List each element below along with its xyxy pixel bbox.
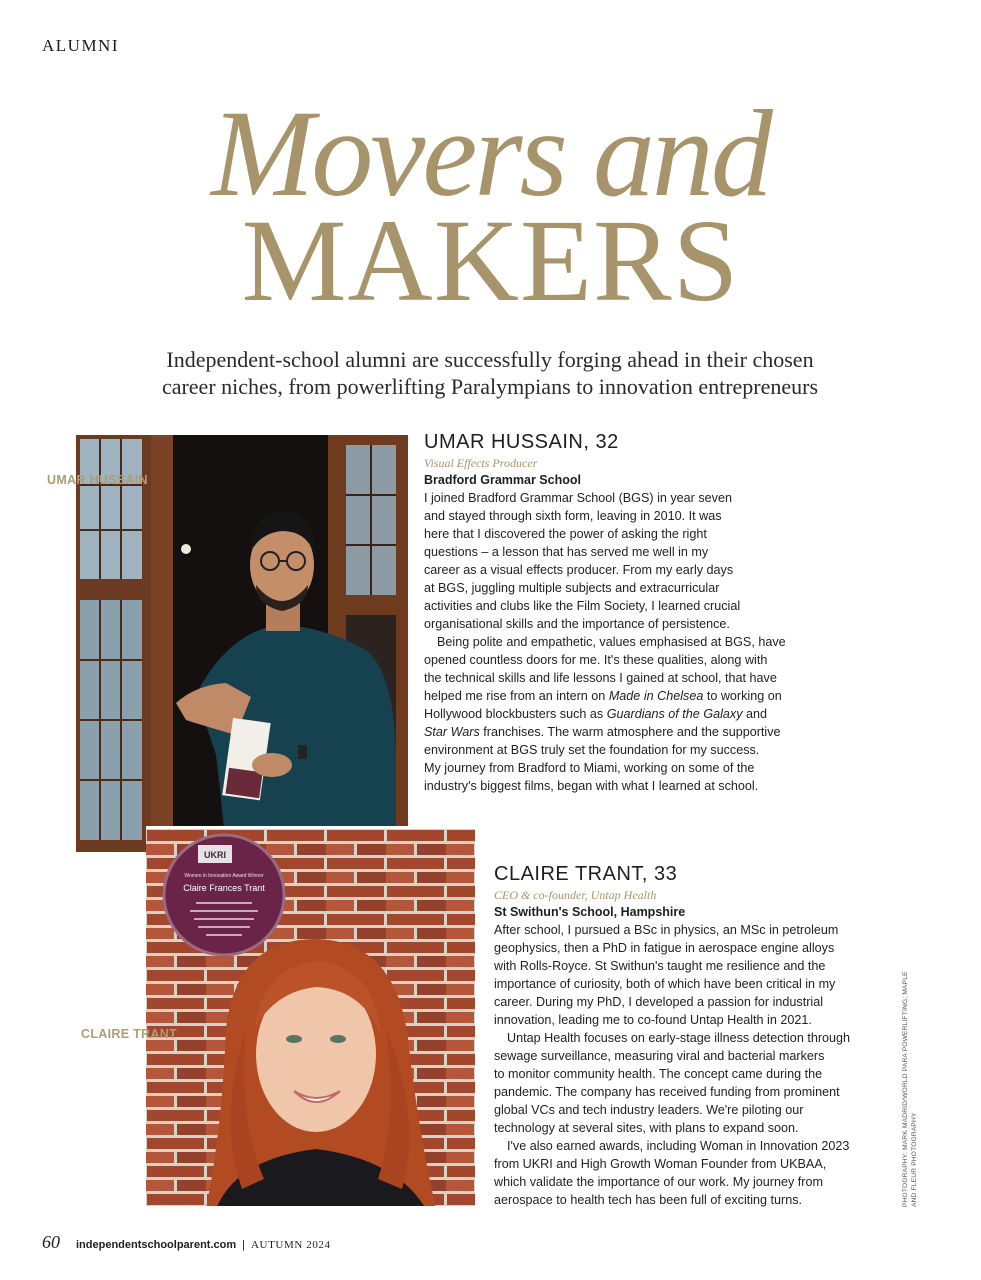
photo-credit — [902, 947, 919, 1207]
body-line: aerospace to health tech has been full of exciting turns. — [494, 1193, 803, 1207]
body-line: the technical skills and life lessons I gained at school, that have — [424, 671, 777, 685]
section-label: ALUMNI — [42, 36, 119, 55]
plaque-award-line: Women in Innovation Award Winner — [184, 873, 264, 879]
plaque-logo: UKRI — [204, 850, 226, 860]
profile-body — [494, 921, 894, 1209]
body-line: After school, I pursued a BSc in physics, an MSc in petroleum — [494, 923, 839, 937]
body-line: career. During my PhD, I developed a passion for industrial — [494, 995, 824, 1009]
footer-site: independentschoolparent.com — [76, 1239, 237, 1251]
headline-makers: MAKERS — [241, 195, 740, 326]
footer-issue: AUTUMN 2024 — [251, 1239, 331, 1251]
body-text: I've also earned awards, including Woman in Innovation 2023 — [507, 1139, 850, 1153]
profile-school: St Swithun's School, Hampshire — [494, 905, 686, 919]
body-text: to working on — [703, 689, 782, 703]
profile-name: CLAIRE TRANT, 33 — [494, 863, 678, 885]
profile-role: Visual Effects Producer — [424, 456, 538, 470]
credit-line: PHOTOGRAPHY: MARK MADRID/WORLD PARA POWERLIFTING; MAPLE — [902, 971, 909, 1207]
profile-school: Bradford Grammar School — [424, 473, 581, 487]
body-line: career as a visual effects producer. From my early days — [424, 563, 734, 577]
page-number: 60 — [42, 1232, 60, 1252]
profile-role: CEO & co-founder, Untap Health — [494, 888, 657, 902]
credit-line: AND FLEUR PHOTOGRAPHY — [910, 1112, 918, 1207]
body-line: My journey from Bradford to Miami, working on some of the — [424, 761, 755, 775]
caption-umar-hussain: UMAR HUSSAIN — [47, 473, 148, 487]
body-line: sewage surveillance, measuring viral and bacterial markers — [494, 1049, 825, 1063]
profile-body — [424, 489, 829, 795]
body-line: I joined Bradford Grammar School (BGS) in year seven — [424, 491, 732, 505]
claire-trant-photo — [146, 826, 478, 1206]
body-line: here that I discovered the power of asking the right — [424, 527, 707, 541]
body-line: questions – a lesson that has served me well in my — [424, 545, 709, 559]
body-line: global VCs and tech industry leaders. We're piloting our — [494, 1103, 804, 1117]
body-text: and — [742, 707, 768, 721]
body-line: and stayed through sixth form, leaving in 2010. It was — [424, 509, 722, 523]
body-line — [494, 1137, 894, 1155]
caption-claire-trant: CLAIRE TRANT — [81, 1027, 177, 1041]
page-footer — [42, 1232, 331, 1253]
body-line: industry's biggest films, began with what I learned at school. — [424, 779, 759, 793]
body-line: which validate the importance of our work. My journey from — [494, 1175, 823, 1189]
standfirst-line: career niches, from powerlifting Paralympians to innovation entrepreneurs — [161, 374, 819, 399]
body-line — [424, 687, 829, 705]
body-text: helped me rise from an intern on — [424, 689, 609, 703]
standfirst — [60, 346, 920, 400]
film-title: Guardians of the Galaxy — [606, 707, 743, 721]
body-text: Being polite and empathetic, values emphasised at BGS, have — [437, 635, 786, 649]
body-line — [424, 633, 829, 651]
body-line: innovation, leading me to co-found Untap Health in 2021. — [494, 1013, 812, 1027]
body-text: Untap Health focuses on early-stage illness detection through — [507, 1031, 851, 1045]
body-line — [424, 723, 829, 741]
body-line: technology at several sites, with plans to expand soon. — [494, 1121, 799, 1135]
body-line: pandemic. The company has received funding from prominent — [494, 1085, 840, 1099]
show-title: Made in Chelsea — [608, 689, 704, 703]
body-line: importance of curiosity, both of which have been critical in my — [494, 977, 836, 991]
footer-separator: | — [242, 1239, 245, 1251]
umar-hussain-photo — [76, 435, 408, 852]
profile-name: UMAR HUSSAIN, 32 — [424, 431, 619, 453]
profile-claire-trant — [494, 862, 894, 1209]
body-line: organisational skills and the importance of persistence. — [424, 617, 730, 631]
body-line: opened countless doors for me. It's these qualities, along with — [424, 653, 768, 667]
body-text: franchises. The warm atmosphere and the supportive — [479, 725, 781, 739]
body-line: to monitor community health. The concept came during the — [494, 1067, 823, 1081]
body-line: from UKRI and High Growth Woman Founder from UKBAA, — [494, 1157, 827, 1171]
body-line: activities and clubs like the Film Society, I learned crucial — [424, 599, 741, 613]
body-line: with Rolls-Royce. St Swithun's taught me resilience and the — [494, 959, 826, 973]
body-line: geophysics, then a PhD in fatigue in aerospace engine alloys — [494, 941, 835, 955]
body-line: at BGS, juggling multiple subjects and extracurricular — [424, 581, 720, 595]
standfirst-line: Independent-school alumni are successfully forging ahead in their chosen — [166, 347, 814, 372]
film-title: Star Wars — [424, 725, 480, 739]
body-line: environment at BGS truly set the foundation for my success. — [424, 743, 760, 757]
profile-umar-hussain — [424, 430, 829, 795]
plaque-name: Claire Frances Trant — [183, 883, 265, 893]
body-line — [494, 1029, 894, 1047]
body-text: Hollywood blockbusters such as — [424, 707, 607, 721]
headline-movers-and: Movers and — [211, 85, 770, 222]
body-line — [424, 705, 829, 723]
